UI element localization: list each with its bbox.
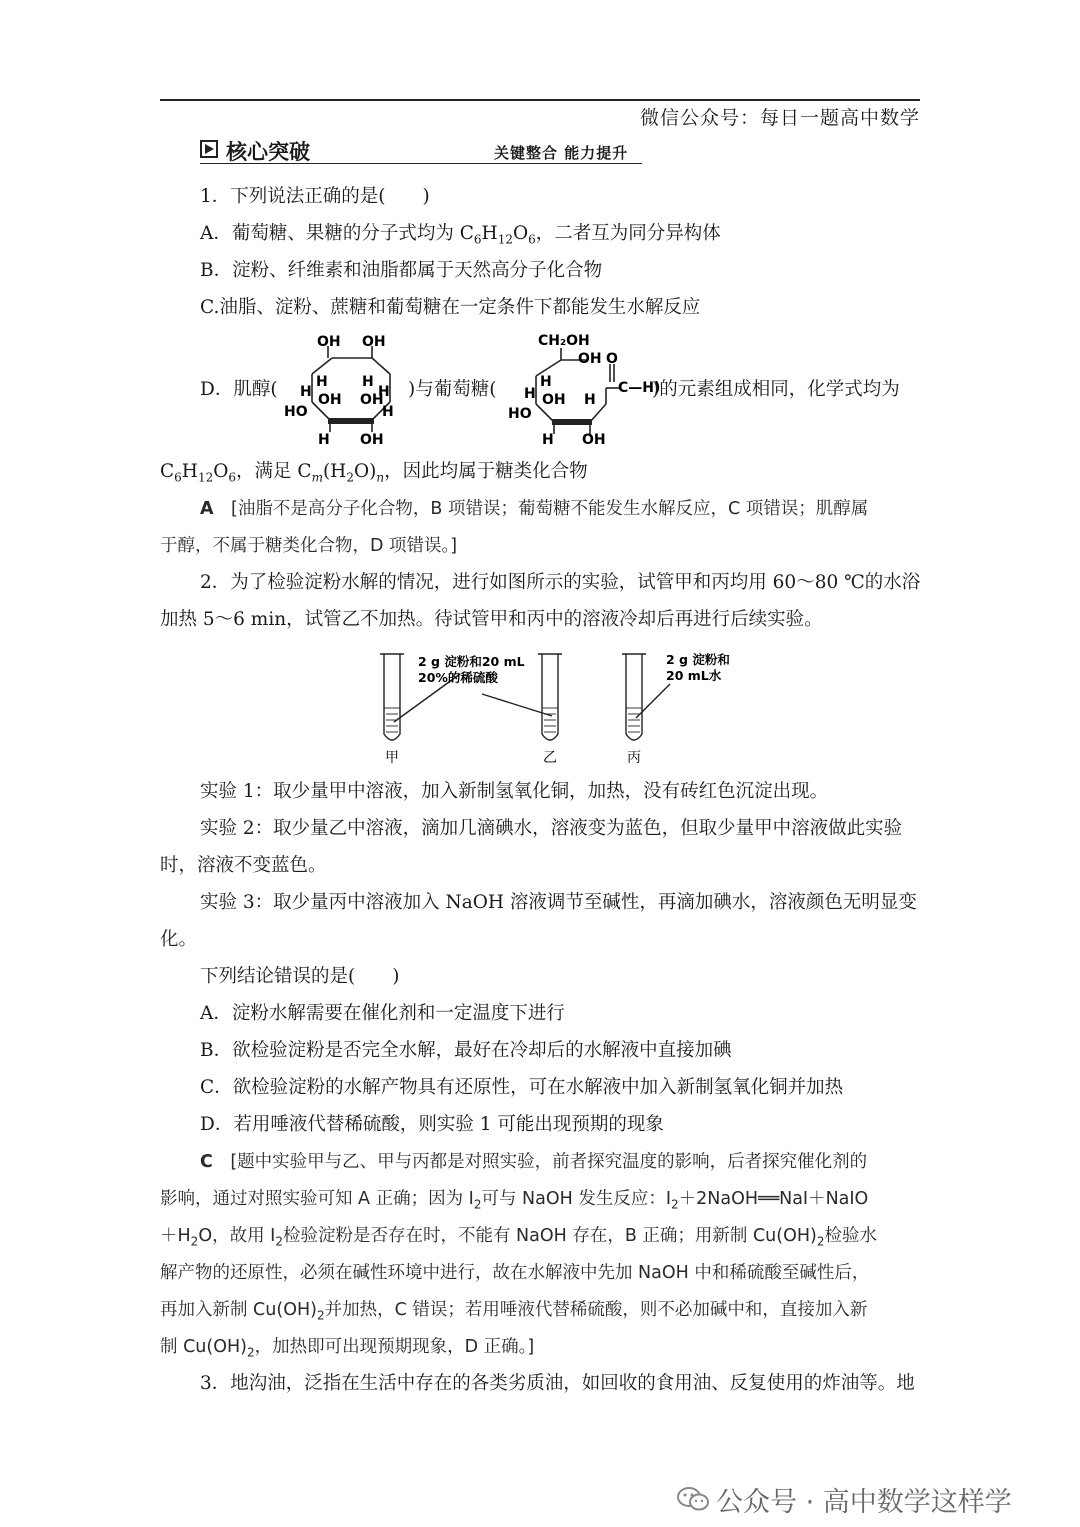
fig-label-1a: 2 g 淀粉和20 mL: [418, 654, 525, 669]
inositol-h: H: [316, 374, 328, 390]
glucose-structure: [506, 330, 661, 450]
q2-answer-line4: 解产物的还原性，必须在碱性环境中进行，故在水解液中先加 NaOH 中和稀硫酸至碱性后，: [160, 1263, 870, 1283]
tube-label-bing: 丙: [627, 750, 641, 766]
q2-exp3-line1: 实验 3：取少量丙中溶液加入 NaOH 溶液调节至碱性，再滴加碘水，溶液颜色无明显变: [200, 892, 917, 913]
section-rule: [200, 163, 642, 164]
q2-exp2-line2: 时，溶液不变蓝色。: [160, 855, 327, 876]
q2-exp2-line1: 实验 2：取少量乙中溶液，滴加几滴碘水，溶液变为蓝色，但取少量甲中溶液做此实验: [200, 818, 903, 839]
tube-label-jia: 甲: [385, 750, 399, 766]
q2-option-b: B．欲检验淀粉是否完全水解，最好在冷却后的水解液中直接加碘: [200, 1040, 732, 1061]
inositol-h: H: [318, 432, 330, 448]
q1-option-d-mid: )与葡萄糖(: [408, 379, 497, 400]
inositol-oh: OH: [360, 392, 384, 408]
q2-answer-line6: 制 $Cu(OH)_2$，加热即可出现预期现象，D 正确。]: [160, 1337, 535, 1360]
wechat-icon: [676, 1486, 710, 1512]
glucose-ch2oh: CH₂OH: [538, 333, 590, 349]
q2-answer-line5: 再加入新制 $Cu(OH)_2$并加热，C 错误；若用唾液代替稀硫酸，则不必加碱中和，直接加入新: [160, 1300, 868, 1323]
q1-option-d-line2: $C_6H_{12}O_6$，满足 $C_m(H_2O)_n$，因此均属于糖类化合物: [160, 461, 588, 485]
q1-option-d-lead: D．肌醇(: [200, 379, 278, 400]
tube-label-yi: 乙: [543, 750, 557, 766]
q2-option-a: A．淀粉水解需要在催化剂和一定温度下进行: [200, 1003, 565, 1024]
inositol-oh: OH: [360, 432, 384, 448]
footer-watermark: 公众号 · 高中数学这样学: [716, 1487, 1012, 1518]
tube-bing: [626, 654, 642, 740]
q2-ask: 下列结论错误的是( ): [200, 966, 400, 987]
header-rule: [160, 99, 920, 101]
tube-yi: [542, 654, 558, 740]
section-title: 核心突破: [226, 140, 310, 164]
q2-answer-line1: C [题中实验甲与乙、甲与丙都是对照实验，前者探究温度的影响，后者探究催化剂的: [200, 1152, 868, 1172]
glucose-aldehyde: C—H): [618, 380, 661, 396]
q2-stem-line2: 加热 5～6 min，试管乙不加热。待试管甲和丙中的溶液冷却后再进行后续实验。: [160, 609, 823, 630]
glucose-h: H: [524, 386, 536, 402]
q1-option-c: C.油脂、淀粉、蔗糖和葡萄糖在一定条件下都能发生水解反应: [200, 297, 701, 318]
q1-stem: 1．下列说法正确的是( ): [200, 186, 430, 207]
q1-option-a: A．葡萄糖、果糖的分子式均为 $C_6H_{12}O_6$，二者互为同分异构体: [200, 223, 721, 247]
glucose-oh: OH: [542, 392, 566, 408]
glucose-oh: OH: [578, 351, 602, 367]
play-icon: [200, 140, 218, 158]
q2-stem-line1: 2．为了检验淀粉水解的情况，进行如图所示的实验，试管甲和丙均用 60～80 ℃的水浴: [200, 572, 921, 593]
glucose-o: O: [606, 351, 618, 367]
glucose-oh: OH: [582, 432, 606, 448]
glucose-h: H: [542, 432, 554, 448]
fig-label-2b: 20 mL水: [666, 668, 722, 683]
inositol-h: H: [378, 384, 390, 400]
q1-option-b: B．淀粉、纤维素和油脂都属于天然高分子化合物: [200, 260, 603, 281]
inositol-h: H: [382, 404, 394, 420]
header-wechat-label: 微信公众号：每日一题高中数学: [639, 107, 920, 129]
fig-label-1b: 20%的稀硫酸: [418, 670, 498, 685]
q1-answer-line2: 于醇，不属于糖类化合物，D 项错误。]: [160, 536, 458, 556]
q2-option-c: C．欲检验淀粉的水解产物具有还原性，可在水解液中加入新制氢氧化铜并加热: [200, 1077, 844, 1098]
glucose-h: H: [584, 392, 596, 408]
q2-exp3-line2: 化。: [160, 929, 198, 950]
inositol-h: H: [362, 374, 374, 390]
q2-option-d: D．若用唾液代替稀硫酸，则实验 1 可能出现预期的现象: [200, 1114, 664, 1135]
q3-stem: 3．地沟油，泛指在生活中存在的各类劣质油，如回收的食用油、反复使用的炸油等。地: [200, 1373, 915, 1394]
glucose-h: H: [540, 374, 552, 390]
fig-label-2a: 2 g 淀粉和: [666, 652, 730, 667]
inositol-h: H: [300, 384, 312, 400]
inositol-oh: OH: [317, 334, 341, 350]
test-tube-figure: [370, 650, 750, 768]
section-subtitle: 关键整合 能力提升: [494, 144, 629, 162]
inositol-structure: [282, 330, 412, 450]
inositol-ho: HO: [284, 404, 308, 420]
q2-exp1: 实验 1：取少量甲中溶液，加入新制氢氧化铜，加热，没有砖红色沉淀出现。: [200, 781, 829, 802]
q2-answer-line2: 影响，通过对照实验可知 A 正确；因为 $I_2$可与 NaOH 发生反应：$I_2+2NaOH══NaI+NaIO$: [160, 1189, 869, 1212]
q2-answer-line3: $+H_2O$，故用 $I_2$检验淀粉是否存在时，不能有 NaOH 存在，B 正确；用新制 $Cu(OH)_2$检验水: [160, 1226, 877, 1249]
inositol-oh: OH: [362, 334, 386, 350]
glucose-ho: HO: [508, 406, 532, 422]
q1-option-d-tail: )的元素组成相同，化学式均为: [652, 379, 900, 400]
q1-answer-line1: A [油脂不是高分子化合物，B 项错误；葡萄糖不能发生水解反应，C 项错误；肌醇属: [200, 499, 869, 519]
tube-jia: [384, 654, 400, 740]
inositol-oh: OH: [318, 392, 342, 408]
